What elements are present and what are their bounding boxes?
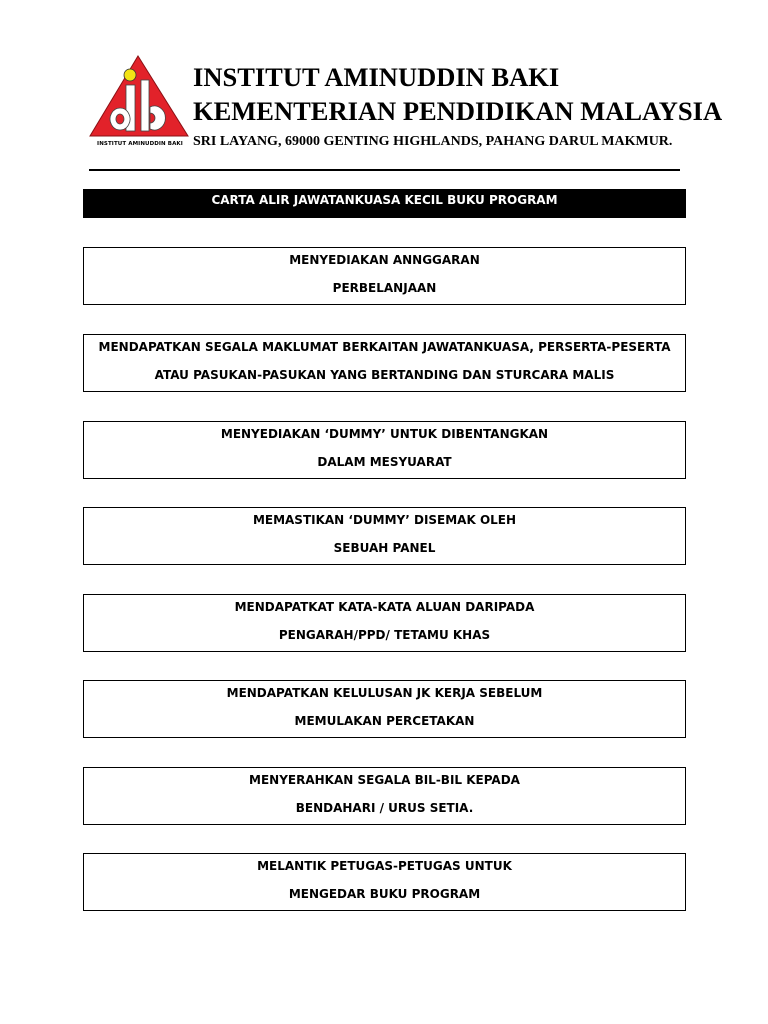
flow-step-3	[83, 421, 686, 479]
flow-step-line-1: MELANTIK PETUGAS-PETUGAS UNTUK	[257, 859, 512, 873]
institute-logo	[88, 54, 192, 154]
flow-step-line-2: DALAM MESYUARAT	[317, 455, 452, 469]
flow-step-line-1: MENYEDIAKAN ‘DUMMY’ UNTUK DIBENTANGKAN	[220, 427, 549, 441]
flow-step-2	[83, 334, 686, 392]
flow-step-line-2: MEMULAKAN PERCETAKAN	[294, 714, 475, 728]
flow-step-line-2: BENDAHARI / URUS SETIA.	[295, 801, 474, 815]
flow-step-line-2: MENGEDAR BUKU PROGRAM	[288, 887, 481, 901]
flow-step-line-1: MEMASTIKAN ‘DUMMY’ DISEMAK OLEH	[252, 513, 517, 527]
ministry-name: KEMENTERIAN PENDIDIKAN MALAYSIA	[193, 96, 723, 126]
flow-step-5	[83, 594, 686, 652]
flow-step-line-2: SEBUAH PANEL	[333, 541, 436, 555]
flow-step-6	[83, 680, 686, 738]
flow-step-line-1: MENYERAHKAN SEGALA BIL-BIL KEPADA	[249, 773, 520, 787]
flow-step-line-1: MENDAPATKAN SEGALA MAKLUMAT BERKAITAN JAWATANKUASA, PERSERTA-PESERTA	[98, 340, 671, 354]
logo-emblem-icon	[88, 54, 192, 138]
flow-step-line-1: MENYEDIAKAN ANNGGARAN	[289, 253, 480, 267]
logo-label: INSTITUT AMINUDDIN BAKI	[97, 141, 183, 147]
institute-address: SRI LAYANG, 69000 GENTING HIGHLANDS, PAHANG DARUL MAKMUR.	[193, 134, 673, 149]
flow-step-line-1: MENDAPATKAT KATA-KATA ALUAN DARIPADA	[234, 600, 535, 614]
chart-title-bar: CARTA ALIR JAWATANKUASA KECIL BUKU PROGRAM	[83, 189, 686, 218]
flow-step-line-2: PENGARAH/PPD/ TETAMU KHAS	[278, 628, 491, 642]
flow-step-8	[83, 853, 686, 911]
flow-step-1	[83, 247, 686, 305]
header-divider	[89, 169, 680, 171]
flow-step-line-1: MENDAPATKAN KELULUSAN JK KERJA SEBELUM	[226, 686, 543, 700]
flow-step-line-2: PERBELANJAAN	[332, 281, 437, 295]
flow-step-4	[83, 507, 686, 565]
institute-name: INSTITUT AMINUDDIN BAKI	[193, 62, 560, 92]
flow-step-line-2: ATAU PASUKAN-PASUKAN YANG BERTANDING DAN STURCARA MALIS	[154, 368, 615, 382]
flow-step-7	[83, 767, 686, 825]
